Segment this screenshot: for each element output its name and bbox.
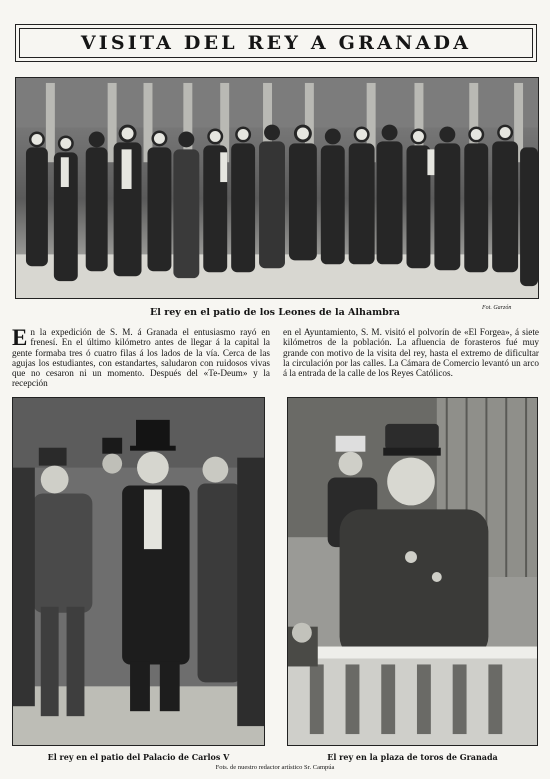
article-dropcap: E: [12, 325, 28, 350]
photo-credit: Fot. Garzón: [482, 305, 512, 311]
photo-footer-note: Fots. de nuestro redactor artístico Sr. Campúa: [215, 764, 335, 771]
photo-palacio-carlos-v-caption: El rey en el patio del Palacio de Carlos V: [47, 752, 230, 762]
photo-patio-leones-image: [16, 78, 538, 298]
article-column-1: [12, 327, 270, 389]
headline-frame: [15, 24, 537, 62]
photo-patio-leones: [15, 77, 539, 299]
photo-palacio-carlos-v: [12, 397, 265, 746]
photo-plaza-de-toros-image: [288, 398, 537, 745]
photo-plaza-de-toros-caption: El rey en la plaza de toros de Granada: [327, 752, 498, 762]
page-title: VISITA DEL REY A GRANADA: [80, 32, 472, 54]
article-text-1: n la expedición de S. M. á Granada el entusiasmo rayó en frenesí. En el último kilómetro antes de llegar á la capital la gente formaba tres ó cuatro filas á los lados de la vía. Cerca de las agujas los estudiantes, con estandartes, saludaron con ruidosos vivas que no cesaron ni un momento. Después del «Te-Deum» y la recepción: [12, 327, 270, 389]
photo-plaza-de-toros: [287, 397, 538, 746]
photo-palacio-carlos-v-image: [13, 398, 264, 745]
article-column-2: [283, 327, 539, 378]
article-text-2: en el Ayuntamiento, S. M. visitó el polvorín de «El Forgea», á siete kilómetros de la población. La afluencia de forasteros fué muy grande con motivo de la visita del rey, hasta el extremo de dificultar la circulación por las calles. La Cámara de Comercio levantó un arco á la entrada de la calle de los Reyes Católicos.: [283, 327, 539, 379]
photo-patio-leones-caption: El rey en el patio de los Leones de la Alhambra: [150, 307, 400, 318]
